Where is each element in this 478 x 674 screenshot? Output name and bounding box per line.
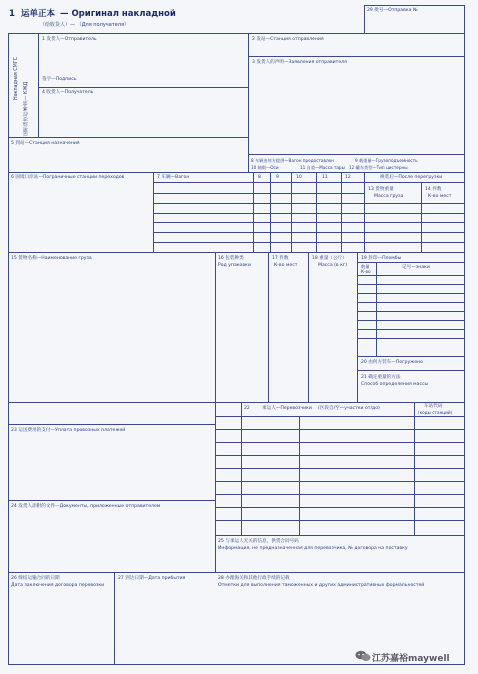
field-11: 11 自重—Масса тары — [300, 165, 345, 170]
field-14-cn: 14 件数 — [425, 187, 442, 192]
col-10: 10 — [296, 175, 302, 180]
field-24: 24 发货人添附的文件—Документы, приложенные отправителем — [11, 504, 161, 509]
divider — [38, 87, 248, 88]
row-line — [357, 293, 465, 294]
field-13-ru: Масса груза — [374, 194, 404, 199]
copy-number: 1 — [9, 9, 15, 19]
field-19-qty-ru: К-во — [361, 269, 371, 274]
divider — [8, 424, 215, 425]
field-10: 10 轴数—Оси — [251, 165, 279, 170]
divider — [357, 262, 465, 263]
reload-label: 换装后—После перегрузки — [380, 175, 443, 180]
frame-right — [464, 5, 465, 665]
divider — [215, 535, 465, 536]
border — [364, 5, 365, 33]
row-line — [153, 203, 465, 204]
row-line — [357, 302, 465, 303]
divider — [215, 416, 465, 417]
field-19-qty-cn: 数量 — [361, 264, 370, 269]
field-25-ru: Информация, не предназначенная для перевозчика, № договора на поставку — [218, 546, 408, 551]
field-17-ru: К-во мест — [274, 263, 298, 268]
divider — [153, 172, 154, 252]
field-27: 27 到达日期—Дата прибытия — [118, 576, 186, 581]
label-smgs: Накладная СМГС — [14, 56, 19, 100]
field-14-ru: К-во мест — [428, 194, 452, 199]
row-line — [153, 242, 465, 243]
field-20: 20 由何方装车—Погружено — [361, 360, 423, 365]
field-21-cn: 21 确定重量的方法 — [361, 375, 401, 380]
frame-bottom — [8, 664, 465, 665]
field-16-cn: 16 包装种类 — [218, 256, 244, 261]
field-3: 3 发货人的声明—Заявления отправителя — [252, 60, 347, 65]
field-18-ru: Масса (в кг) — [318, 263, 348, 268]
divider — [253, 172, 254, 252]
divider — [308, 252, 309, 402]
label-intl: 国际货协运单 — [24, 107, 29, 136]
field-19: 19 封印—Пломбы — [361, 256, 402, 261]
label-kzhd: 中铁— КЖД — [24, 81, 29, 110]
field-16-ru: Род упаковки — [218, 263, 251, 268]
row-line — [215, 429, 465, 430]
row-line — [215, 520, 465, 521]
divider — [341, 172, 342, 252]
row-line — [215, 481, 465, 482]
title-cn: 运单正本 — [21, 9, 56, 19]
col-12: 12 — [345, 175, 351, 180]
row-line — [357, 284, 465, 285]
divider — [8, 500, 215, 501]
field-12: 12 罐车类型—Тип цистерны — [349, 165, 408, 170]
field-28-ru: Отметки для выполнения таможенных и других административных формальностей — [218, 583, 425, 588]
field-26-ru: Дата заключения договора перевозки — [11, 583, 105, 588]
divider — [357, 370, 465, 371]
field-9: 9 载重量—Грузоподъемность — [355, 158, 418, 163]
divider — [114, 572, 115, 665]
divider — [8, 252, 465, 253]
field-2: 2 发站—Станция отправления — [252, 37, 324, 42]
watermark-text: 江苏嘉裕maywell — [372, 654, 450, 664]
title-ru: — Оригинал накладной — [60, 9, 176, 19]
divider — [316, 172, 317, 252]
divider — [38, 33, 39, 137]
field-28-cn: 28 办理海关和其他行政手续的记载 — [218, 576, 290, 581]
subtitle: （给收货人）— （Для получателя） — [40, 22, 129, 28]
row-line — [357, 275, 465, 276]
field-26-cn: 26 缔结运输合同的日期 — [11, 576, 60, 581]
divider — [299, 416, 300, 535]
field-8: 8 车辆由何方提供—Вагон предоставлен — [251, 158, 334, 163]
row-line — [215, 507, 465, 508]
field-25-cn: 25 与承运人无关的信息，供货合同号码 — [218, 539, 299, 544]
row-line — [357, 320, 465, 321]
row-line — [153, 232, 465, 233]
row-line — [153, 193, 364, 194]
field-4: 4 收货人—Получатель — [42, 90, 94, 95]
field-5: 5 到站—Станция назначения — [11, 141, 80, 146]
frame-left — [8, 33, 9, 665]
field-22: 22 — [244, 406, 250, 411]
field-6: 6 国境口岸站—Пограничные станции переходов — [11, 175, 125, 180]
row-line — [215, 494, 465, 495]
divider — [248, 56, 465, 57]
field-22-carrier: 承运人—Перевозчики — [262, 406, 312, 411]
divider — [268, 252, 269, 402]
divider — [291, 172, 292, 252]
row-line — [153, 222, 465, 223]
frame-top — [8, 33, 465, 34]
field-1-signature: 签字—Подпись — [42, 77, 77, 82]
divider — [8, 572, 465, 573]
divider — [270, 172, 271, 252]
field-22-code-ru: (коды станций) — [418, 410, 453, 415]
field-18-cn: 18 重量（公斤） — [312, 256, 347, 261]
divider — [364, 172, 365, 252]
col-11: 11 — [322, 175, 328, 180]
field-1: 1 发货人—Отправитель — [42, 37, 97, 42]
divider — [8, 137, 248, 138]
row-line — [215, 455, 465, 456]
border — [364, 5, 464, 6]
field-13-cn: 13 货物重量 — [368, 187, 394, 192]
row-line — [357, 311, 465, 312]
field-22-code-cn: 车站代码 — [424, 404, 443, 409]
col-8: 8 — [258, 175, 261, 180]
field-17-cn: 17 件数 — [272, 256, 289, 261]
divider — [357, 356, 465, 357]
field-7: 7 车辆—Вагон — [157, 175, 190, 180]
divider — [248, 33, 249, 173]
divider — [215, 252, 216, 402]
divider — [215, 402, 216, 572]
row-line — [215, 442, 465, 443]
field-15: 15 货物名称—Наименование груза — [11, 256, 92, 261]
row-line — [357, 329, 465, 330]
row-line — [153, 213, 465, 214]
field-21-ru: Способ определения массы — [361, 382, 429, 387]
field-29: 29 批号—Отправка № — [367, 8, 418, 13]
field-19-mark: 记号—знаки — [402, 265, 430, 270]
divider — [8, 402, 465, 403]
field-23: 23 运送费用的支付—Уплата провозных платежей — [11, 428, 126, 433]
col-9: 9 — [276, 175, 279, 180]
divider — [248, 154, 465, 155]
row-line — [357, 338, 465, 339]
divider — [376, 262, 377, 356]
divider — [8, 172, 465, 173]
wechat-icon — [355, 650, 371, 662]
divider — [153, 182, 465, 183]
field-22-section: (区段自/至—участки от/до) — [318, 406, 380, 411]
row-line — [215, 468, 465, 469]
